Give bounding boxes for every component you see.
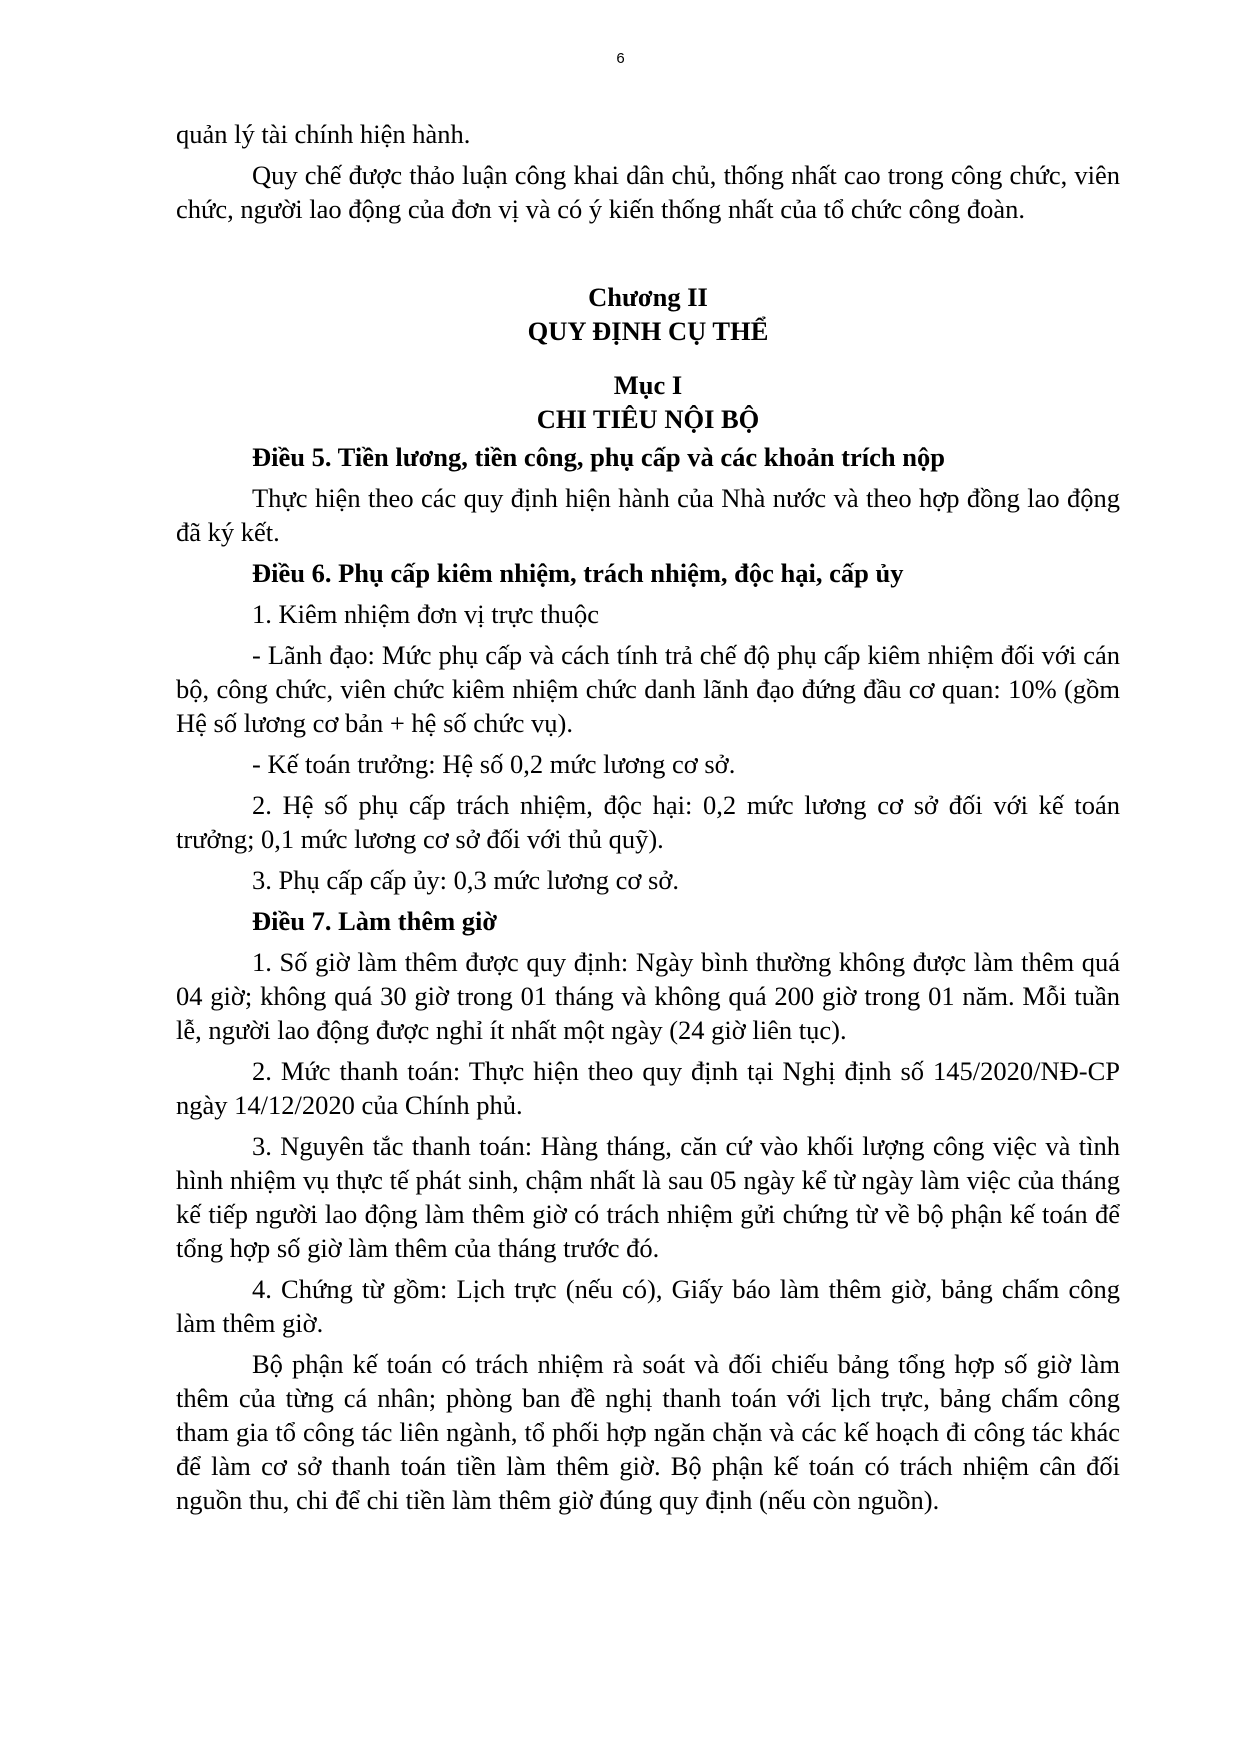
- article-7-item-4: 4. Chứng từ gồm: Lịch trực (nếu có), Giấy báo làm thêm giờ, bảng chấm công làm thêm giờ.: [176, 1274, 1120, 1338]
- article-7-title: Điều 7. Làm thêm giờ: [252, 906, 498, 936]
- chapter-title: QUY ĐỊNH CỤ THỂ: [527, 316, 769, 346]
- article-6-item-3: 3. Phụ cấp cấp ủy: 0,3 mức lương cơ sở.: [252, 865, 679, 895]
- article-5-paragraph: Thực hiện theo các quy định hiện hành của Nhà nước và theo hợp đồng lao động đã ký kết.: [176, 483, 1120, 547]
- intro-paragraph: Quy chế được thảo luận công khai dân chủ, thống nhất cao trong công chức, viên chức, người lao động của đơn vị và có ý kiến thống nhất của tổ chức công đoàn.: [176, 160, 1120, 224]
- article-6-item-1: 1. Kiêm nhiệm đơn vị trực thuộc: [252, 599, 600, 629]
- article-7-item-2: 2. Mức thanh toán: Thực hiện theo quy định tại Nghị định số 145/2020/NĐ-CP ngày 14/12/2020 của Chính phủ.: [176, 1056, 1120, 1120]
- intro-line: quản lý tài chính hiện hành.: [176, 119, 471, 149]
- article-6-leadership: - Lãnh đạo: Mức phụ cấp và cách tính trả chế độ phụ cấp kiêm nhiệm đối với cán bộ, công chức, viên chức kiêm nhiệm chức danh lãnh đạo đứng đầu cơ quan: 10% (gồm Hệ số lương cơ bản + hệ số chức vụ).: [176, 640, 1120, 738]
- article-6-item-2: 2. Hệ số phụ cấp trách nhiệm, độc hại: 0,2 mức lương cơ sở đối với kế toán trưởng; 0,1 mức lương cơ sở đối với thủ quỹ).: [176, 790, 1120, 854]
- document-body: [176, 117, 1120, 1517]
- section-number: Mục I: [613, 370, 683, 400]
- article-6-chief-accountant: - Kế toán trưởng: Hệ số 0,2 mức lương cơ sở.: [252, 749, 736, 779]
- article-7-item-3: 3. Nguyên tắc thanh toán: Hàng tháng, căn cứ vào khối lượng công việc và tình hình nhiệm vụ thực tế phát sinh, chậm nhất là sau 05 ngày kể từ ngày làm việc của tháng kế tiếp người lao động làm thêm giờ có trách nhiệm gửi chứng từ về bộ phận kế toán để tổng hợp số giờ làm thêm của tháng trước đó.: [176, 1131, 1120, 1263]
- article-7-item-1: 1. Số giờ làm thêm được quy định: Ngày bình thường không được làm thêm quá 04 giờ; không quá 30 giờ trong 01 tháng và không quá 200 giờ trong 01 năm. Mỗi tuần lễ, người lao động được nghỉ ít nhất một ngày (24 giờ liên tục).: [176, 947, 1120, 1045]
- section-title: CHI TIÊU NỘI BỘ: [536, 404, 760, 434]
- page-number: 6: [616, 50, 625, 67]
- article-7-paragraph: Bộ phận kế toán có trách nhiệm rà soát và đối chiếu bảng tổng hợp số giờ làm thêm của từng cá nhân; phòng ban đề nghị thanh toán với lịch trực, bảng chấm công tham gia tổ công tác liên ngành, tổ phối hợp ngăn chặn và các kế hoạch đi công tác khác để làm cơ sở thanh toán tiền làm thêm giờ. Bộ phận kế toán có trách nhiệm cân đối nguồn thu, chi để chi tiền làm thêm giờ đúng quy định (nếu còn nguồn).: [176, 1349, 1120, 1515]
- article-5-title: Điều 5. Tiền lương, tiền công, phụ cấp và các khoản trích nộp: [252, 442, 945, 472]
- article-6-title: Điều 6. Phụ cấp kiêm nhiệm, trách nhiệm, độc hại, cấp ủy: [252, 558, 904, 588]
- chapter-number: Chương II: [588, 282, 708, 312]
